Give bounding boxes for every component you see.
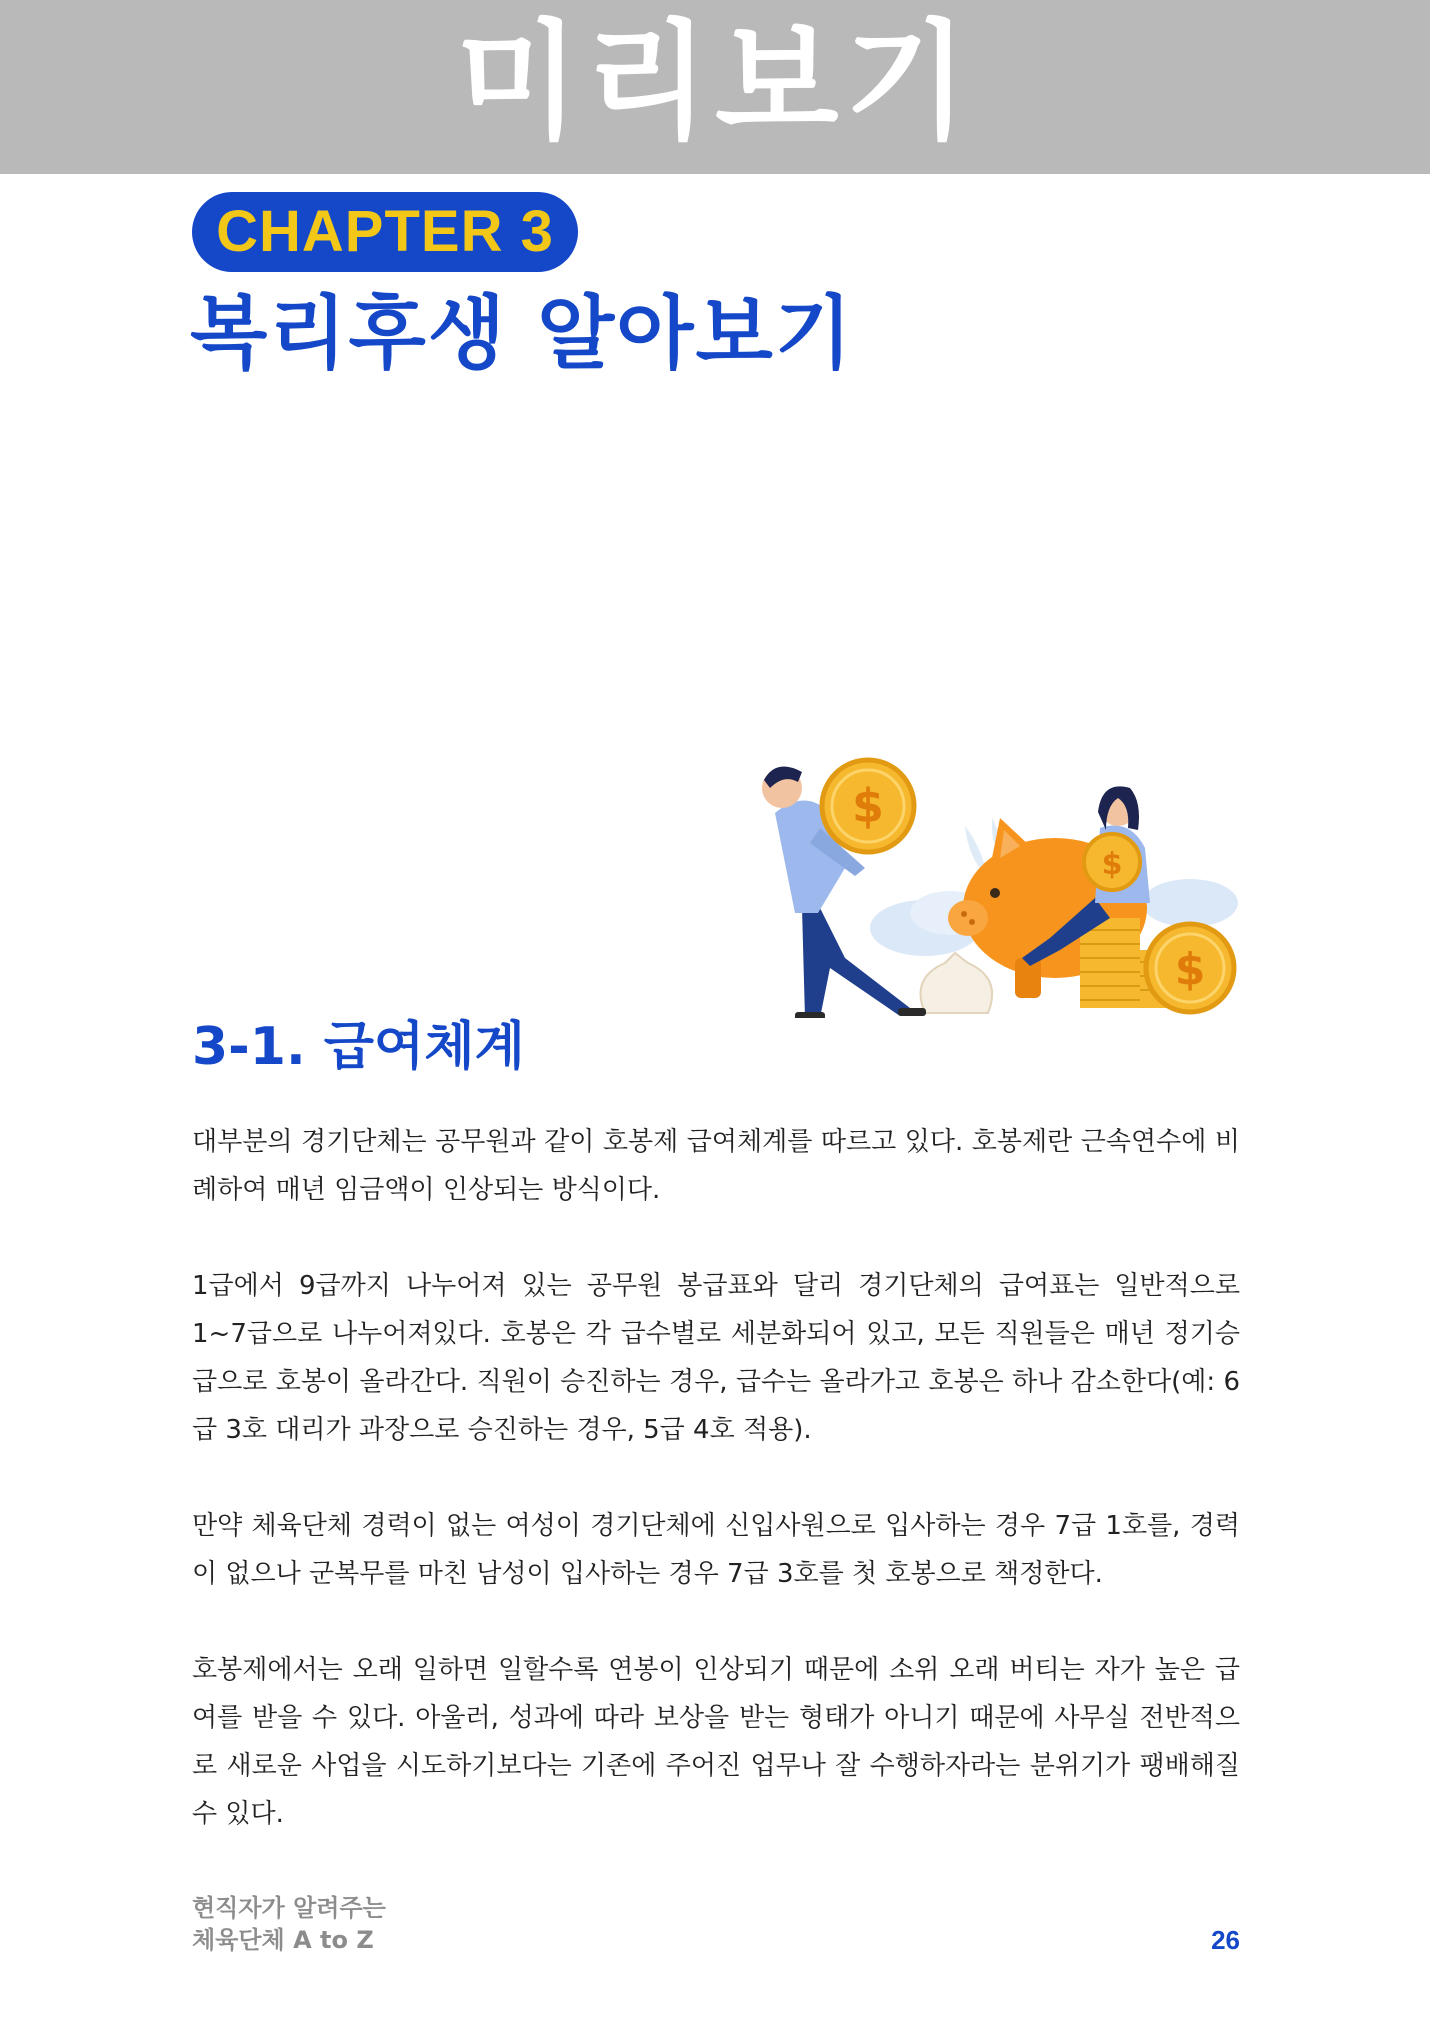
paragraph: 대부분의 경기단체는 공무원과 같이 호봉제 급여체계를 따르고 있다. 호봉제란 근속연수에 비례하여 매년 임금액이 인상되는 방식이다.: [192, 1127, 1240, 1205]
footer-book-title-line2: 체육단체 A to Z: [192, 1926, 374, 1954]
chapter-badge: [192, 192, 578, 272]
money-piggy-bank-illustration: [750, 718, 1250, 1018]
dollar-sign: $: [1174, 944, 1206, 995]
coin-stack: [1080, 918, 1140, 1008]
dollar-sign: $: [1101, 847, 1123, 882]
paragraph: 만약 체육단체 경력이 없는 여성이 경기단체에 신입사원으로 입사하는 경우 7급 1호를, 경력이 없으나 군복무를 마친 남성이 입사하는 경우 7급 3호를 첫 호봉으로 책정한다.: [192, 1511, 1240, 1589]
piggy-bank-eye: [990, 888, 1000, 898]
man-shoe: [898, 1008, 926, 1016]
section-heading: 3-1. 급여체계: [192, 1017, 525, 1077]
preview-watermark: 미리보기: [455, 8, 975, 157]
man-shoe: [795, 1012, 825, 1018]
paragraph: 1급에서 9급까지 나누어져 있는 공무원 봉급표와 달리 경기단체의 급여표는 일반적으로 1~7급으로 나누어져있다. 호봉은 각 급수별로 세분화되어 있고, 모든 직원들은 매년 정기승급으로 호봉이 올라간다. 직원이 승진하는 경우, 급수는 올라가고 호봉은 하나 감소한다(예: 6급 3호 대리가 과장으로 승진하는 경우, 5급 4호 적용).: [192, 1271, 1240, 1445]
piggy-bank-snout: [948, 900, 988, 936]
page-number: 26: [1211, 1925, 1240, 1955]
chapter-title: 복리후생 알아보기: [190, 287, 855, 380]
dollar-sign: $: [851, 779, 885, 833]
footer-book-title-line1: 현직자가 알려주는: [192, 1894, 386, 1922]
chapter-label: CHAPTER 3: [216, 199, 554, 264]
preview-banner: [0, 0, 1430, 174]
footer-book-title: [192, 1892, 386, 1956]
background-cloud: [1142, 879, 1238, 927]
paragraph: 호봉제에서는 오래 일하면 일할수록 연봉이 인상되기 때문에 소위 오래 버티는 자가 높은 급여를 받을 수 있다. 아울러, 성과에 따라 보상을 받는 형태가 아니기 때문에 사무실 전반적으로 새로운 사업을 시도하기보다는 기존에 주어진 업무나 잘 수행하자라는 분위기가 팽배해질 수 있다.: [192, 1655, 1240, 1829]
money-bag: [921, 953, 993, 1013]
